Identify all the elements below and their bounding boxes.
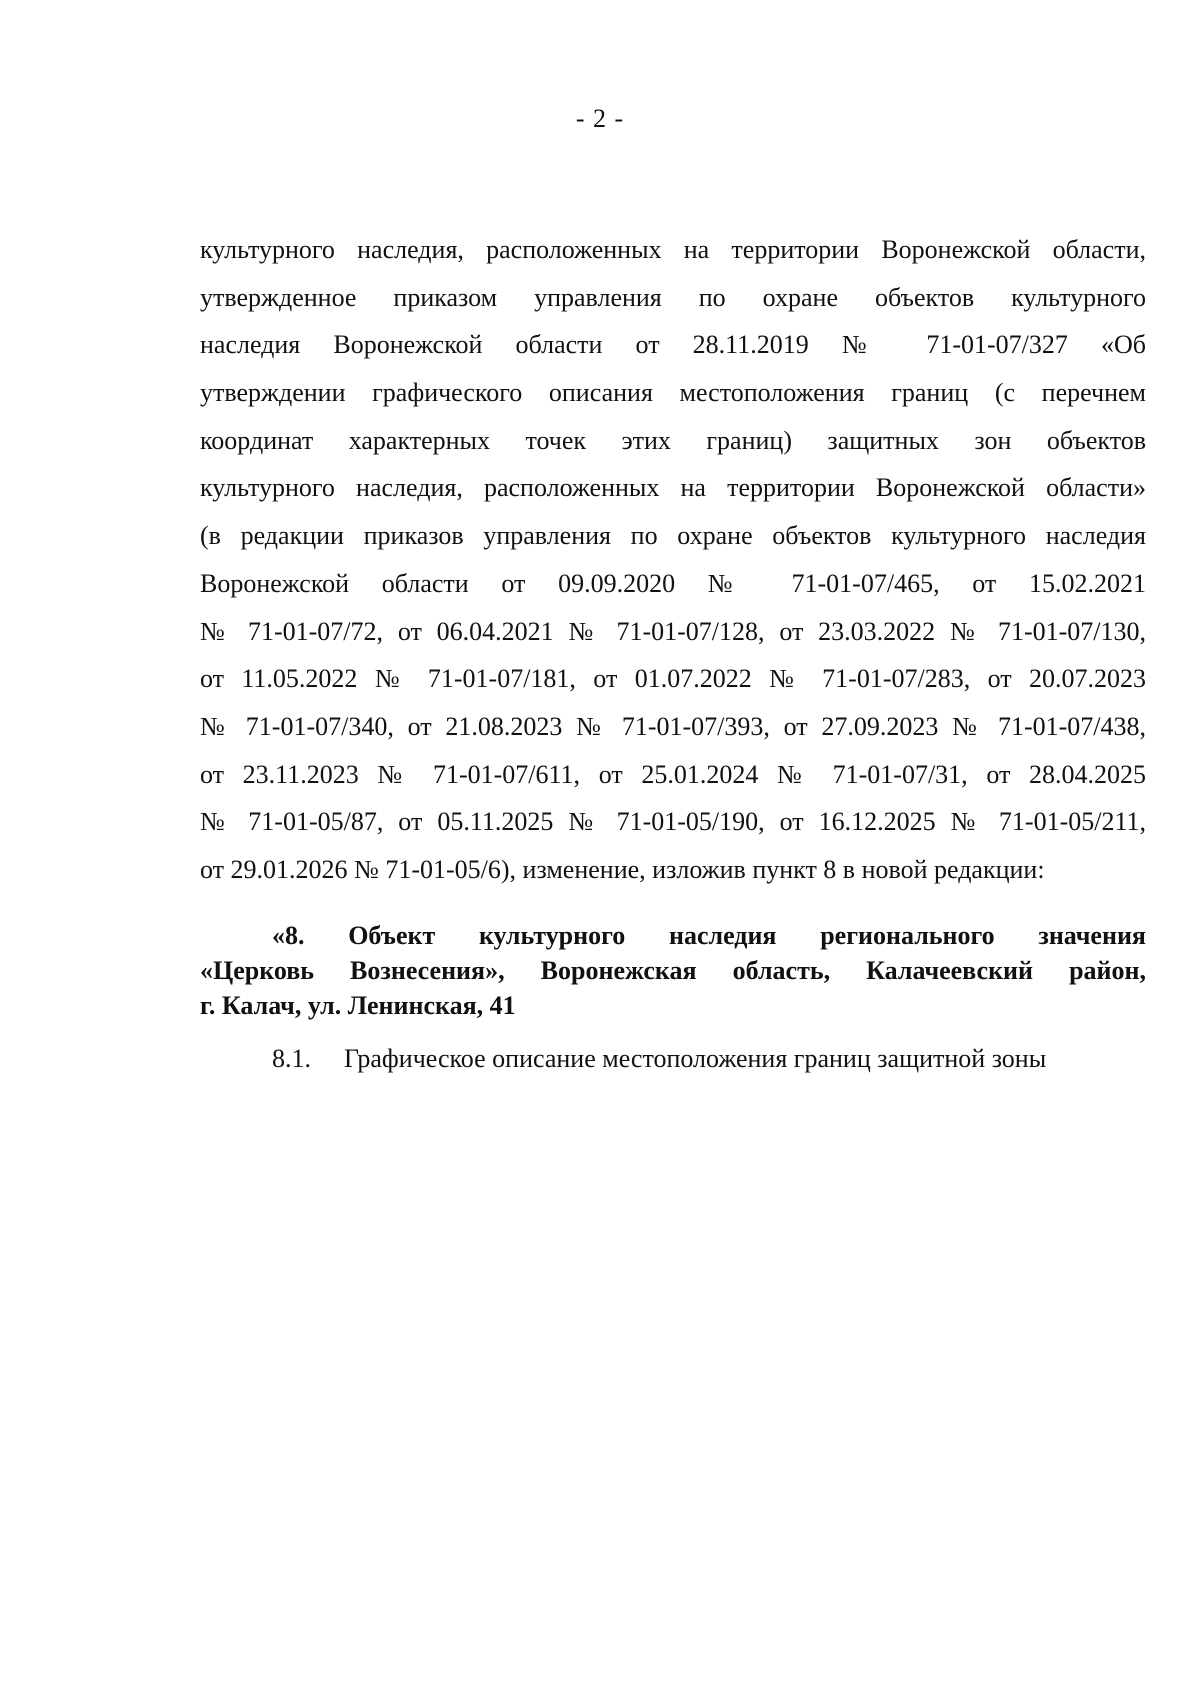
paragraph-line: № 71-01-05/87, от 05.11.2025 № 71-01-05/190, от 16.12.2025 № 71-01-05/211, [200, 807, 1146, 837]
page-number: - 2 - [575, 104, 625, 133]
paragraph-line: Воронежской области от 09.09.2020 № 71-01-07/465, от 15.02.2021 [200, 568, 1146, 598]
paragraph-line: № 71-01-07/72, от 06.04.2021 № 71-01-07/128, от 23.03.2022 № 71-01-07/130, [200, 616, 1146, 646]
paragraph-line: № 71-01-07/340, от 21.08.2023 № 71-01-07/393, от 27.09.2023 № 71-01-07/438, [200, 711, 1146, 741]
paragraph-line: наследия Воронежской области от 28.11.2019 № 71-01-07/327 «Об [200, 330, 1146, 360]
subitem-8-1 [272, 1040, 1046, 1078]
paragraph-line: (в редакции приказов управления по охране объектов культурного наследия [200, 521, 1146, 551]
paragraph-line: утвержденное приказом управления по охране объектов культурного [200, 282, 1146, 312]
paragraph-line: от 11.05.2022 № 71-01-07/181, от 01.07.2022 № 71-01-07/283, от 20.07.2023 [200, 664, 1146, 694]
heading-line: г. Калач, ул. Ленинская, 41 [200, 991, 516, 1020]
amendment-paragraph [200, 231, 1146, 899]
paragraph-line: от 23.11.2023 № 71-01-07/611, от 25.01.2024 № 71-01-07/31, от 28.04.2025 [200, 759, 1146, 789]
paragraph-line: от 29.01.2026 № 71-01-05/6), изменение, изложив пункт 8 в новой редакции: [200, 854, 1045, 884]
heading-line: «8. Объект культурного наследия регионального значения [272, 921, 1146, 950]
paragraph-line: культурного наследия, расположенных на территории Воронежской области, [200, 235, 1146, 264]
paragraph-line: утверждении графического описания местоположения границ (с перечнем [200, 378, 1146, 408]
subitem-text: Графическое описание местоположения границ защитной зоны [344, 1044, 1047, 1073]
object-heading [200, 918, 1146, 1023]
paragraph-line: культурного наследия, расположенных на территории Воронежской области» [200, 473, 1146, 503]
paragraph-line: координат характерных точек этих границ) защитных зон объектов [200, 425, 1146, 455]
subitem-number: 8.1. [272, 1044, 311, 1073]
heading-line: «Церковь Вознесения», Воронежская область, Калачеевский район, [200, 956, 1146, 985]
